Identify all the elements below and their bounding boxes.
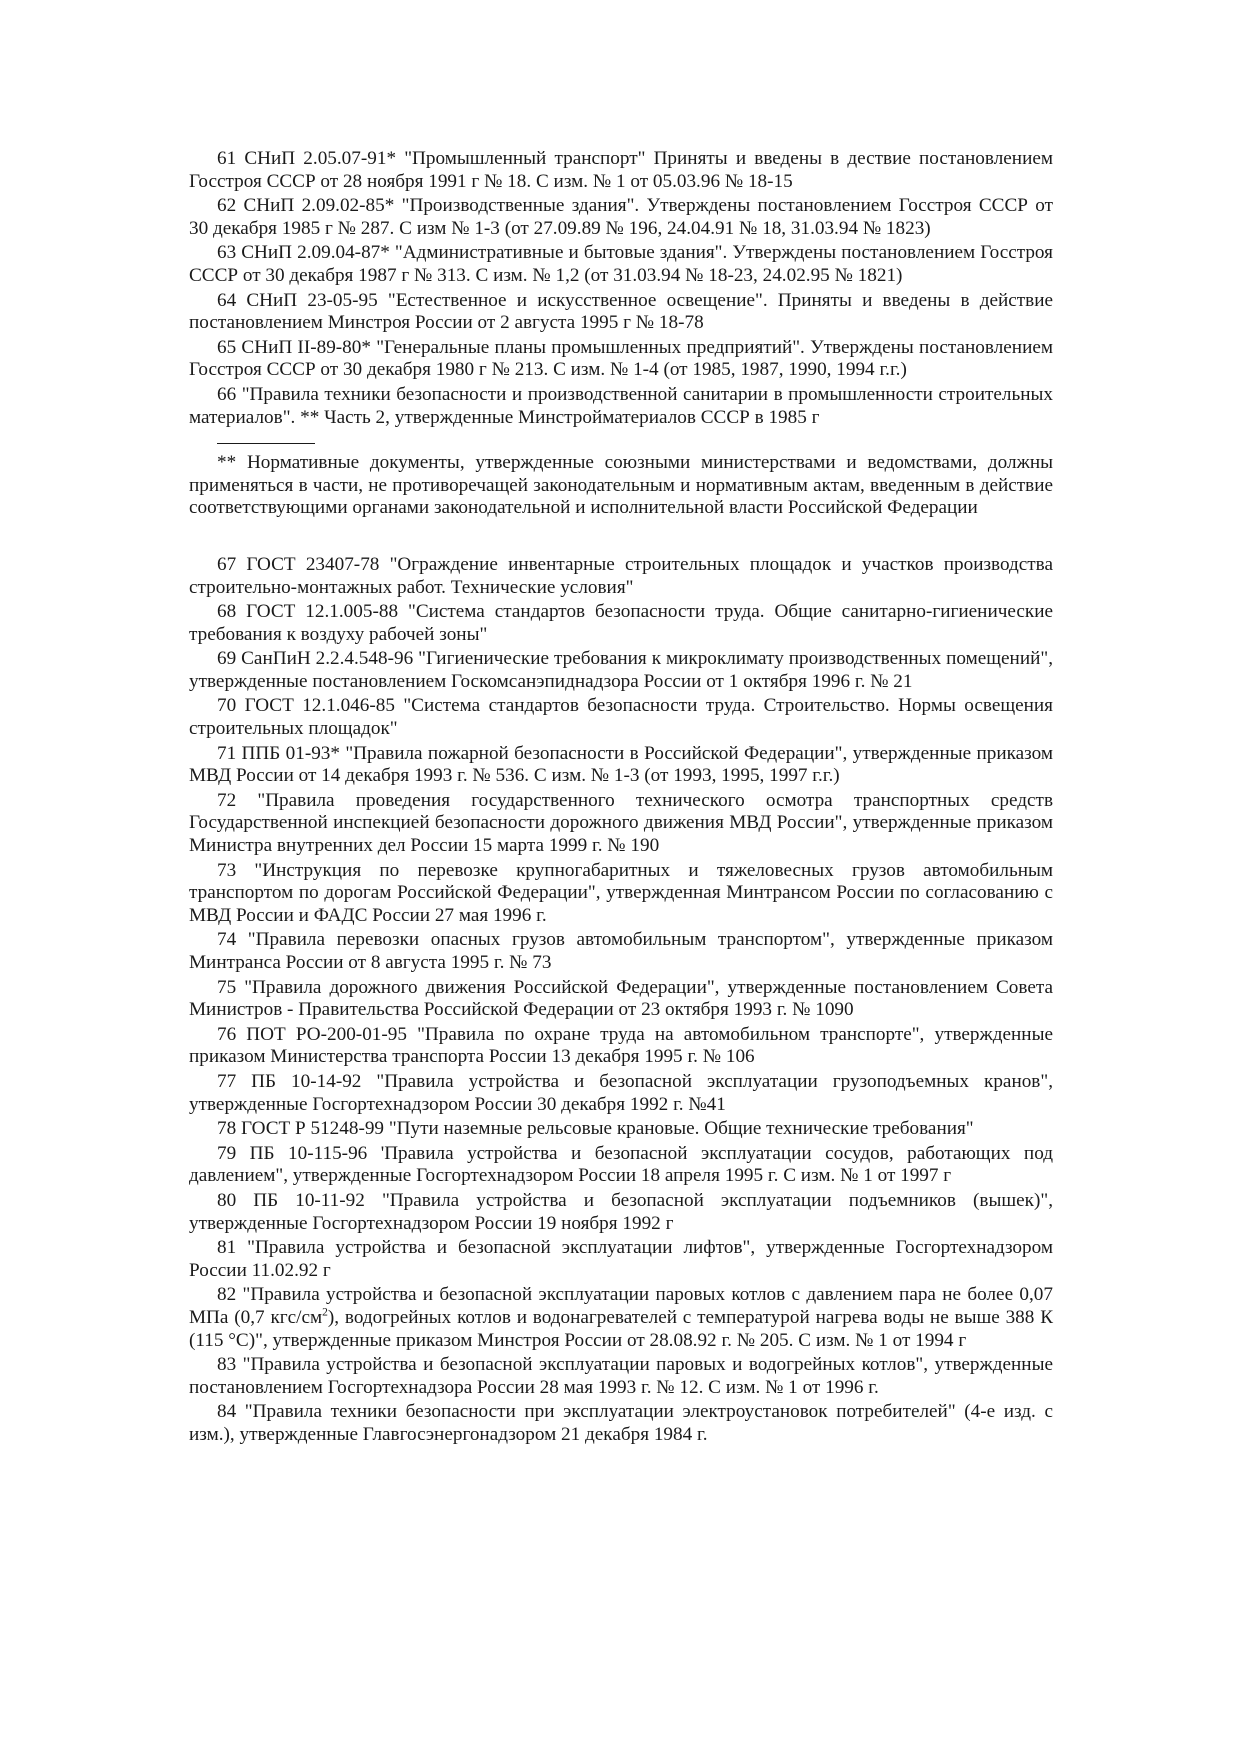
reference-item-69: 69 СанПиН 2.2.4.548-96 "Гигиенические требования к микроклимату производственных помещений", утвержденные постановлением Госкомсанэпиднадзора России от 1 октября 1996 г. № 21 [189,648,1053,692]
reference-item-77: 77 ПБ 10-14-92 "Правила устройства и безопасной эксплуатации грузоподъемных кранов", утвержденные Госгортехнадзором России 30 декабря 1992 г. №41 [189,1070,1053,1115]
reference-item-81: 81 "Правила устройства и безопасной эксплуатации лифтов", утвержденные Госгортехнадзором России 11.02.92 г [189,1237,1053,1281]
reference-item-75: 75 "Правила дорожного движения Российской Федерации", утвержденные постановлением Совета Министров - Правительства Российской Федерации от 23 октября 1993 г. № 1090 [189,976,1053,1021]
reference-item-83: 83 "Правила устройства и безопасной эксплуатации паровых и водогрейных котлов", утвержденные постановлением Госгортехнадзора России 28 мая 1993 г. № 12. С изм. № 1 от 1996 г. [189,1354,1053,1398]
reference-item-62: 62 СНиП 2.09.02-85* "Производственные здания". Утверждены постановлением Госстроя СССР от 30 декабря 1985 г № 287. С изм № 1-3 (от 27.09.89 № 196, 24.04.91 № 18, 31.03.94 № 1823) [189,195,1053,239]
reference-item-67: 67 ГОСТ 23407-78 "Ограждение инвентарные строительных площадок и участков производства строительно-монтажных работ. Технические условия" [189,553,1053,598]
reference-item-79: 79 ПБ 10-115-96 'Правила устройства и безопасной эксплуатации сосудов, работающих под давлением", утвержденные Госгортехнадзором России 18 апреля 1995 г. С изм. № 1 от 1997 г [189,1142,1053,1187]
reference-item-72: 72 "Правила проведения государственного технического осмотра транспортных средств Государственной инспекцией безопасности дорожного движения МВД России", утвержденные приказом Министра внутренних дел России 15 марта 1999 г. № 190 [189,789,1053,857]
superscript: 2 [322,1306,328,1319]
reference-item-61: 61 СНиП 2.05.07-91* "Промышленный транспорт" Приняты и введены в дествие постановлением Госстроя СССР от 28 ноября 1991 г № 18. С изм. № 1 от 05.03.96 № 18-15 [189,148,1053,192]
footnote-separator [217,443,315,444]
reference-item-73: 73 "Инструкция по перевозке крупногабаритных и тяжеловесных грузов автомобильным транспортом по дорогам Российской Федерации", утвержденная Минтрансом России по согласованию с МВД России и ФАДС России 27 мая 1996 г. [189,859,1053,926]
reference-item-70: 70 ГОСТ 12.1.046-85 "Система стандартов безопасности труда. Строительство. Нормы освещения строительных площадок" [189,695,1053,740]
reference-item-82 [189,1284,1053,1352]
reference-item-80: 80 ПБ 10-11-92 "Правила устройства и безопасной эксплуатации подъемников (вышек)", утвержденные Госгортехнадзором России 19 ноября 1992 г [189,1189,1053,1234]
spacer [189,520,1053,554]
footnote: ** Нормативные документы, утвержденные союзными министерствами и ведомствами, должны применяться в части, не противоречащей законодательным и нормативным актам, введенным в действие соответствующими органами законодательной и исполнительной власти Российской Федерации [189,452,1053,519]
spacer [189,431,1053,443]
reference-item-82-text-end: ), водогрейных котлов и водонагревателей с температурой нагрева воды не выше 388 К (115 °С)", утвержденные приказом Минстроя России от 28.08.92 г. № 205. С изм. № 1 от 1994 г [189,1306,1053,1351]
reference-item-74: 74 "Правила перевозки опасных грузов автомобильным транспортом", утвержденные приказом Минтранса России от 8 августа 1995 г. № 73 [189,929,1053,973]
reference-item-78: 78 ГОСТ Р 51248-99 "Пути наземные рельсовые крановые. Общие технические требования" [217,1118,974,1140]
reference-item-76: 76 ПОТ РО-200-01-95 "Правила по охране труда на автомобильном транспорте", утвержденные приказом Министерства транспорта России 13 декабря 1995 г. № 106 [189,1023,1053,1068]
reference-item-64: 64 СНиП 23-05-95 "Естественное и искусственное освещение". Приняты и введены в действие постановлением Минстроя России от 2 августа 1995 г № 18-78 [189,289,1053,334]
reference-item-84: 84 "Правила техники безопасности при эксплуатации электроустановок потребителей" (4-е изд. с изм.), утвержденные Главгосэнергонадзором 21 декабря 1984 г. [189,1401,1053,1445]
reference-item-82-text-start: 82 "Правила устройства и безопасной эксплуатации паровых котлов с давлением пара не более 0,07 МПа (0,7 кгс/см [189,1284,1053,1328]
reference-item-68: 68 ГОСТ 12.1.005-88 "Система стандартов безопасности труда. Общие санитарно-гигиенические требования к воздуху рабочей зоны" [189,601,1053,645]
reference-item-63: 63 СНиП 2.09.04-87* "Административные и бытовые здания". Утверждены постановлением Госстроя СССР от 30 декабря 1987 г № 313. С изм. № 1,2 (от 31.03.94 № 18-23, 24.02.95 № 1821) [189,242,1053,286]
reference-item-71: 71 ППБ 01-93* "Правила пожарной безопасности в Российской Федерации", утвержденные приказом МВД России от 14 декабря 1993 г. № 536. С изм. № 1-3 (от 1993, 1995, 1997 г.г.) [189,742,1053,787]
document-body [189,148,1053,1448]
reference-item-66: 66 "Правила техники безопасности и производственной санитарии в промышленности строительных материалов". ** Часть 2, утвержденные Минстройматериалов СССР в 1985 г [189,383,1053,428]
reference-item-65: 65 СНиП II-89-80* "Генеральные планы промышленных предприятий". Утверждены постановлением Госстроя СССР от 30 декабря 1980 г № 213. С изм. № 1-4 (от 1985, 1987, 1990, 1994 г.г.) [189,336,1053,381]
